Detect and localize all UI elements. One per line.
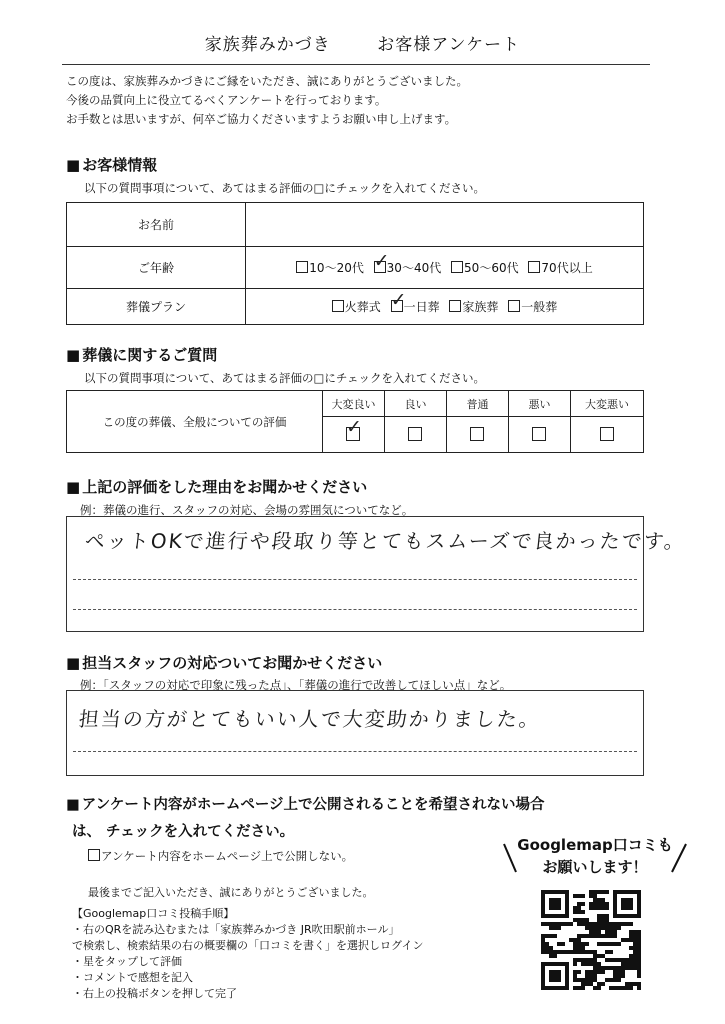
intro-line: お手数とは思いますが、何卒ご協力くださいますようお願い申し上げます。 (66, 112, 457, 126)
publish-optout-checkbox[interactable] (88, 849, 100, 861)
reason-answer-box[interactable] (66, 516, 688, 632)
plan-option[interactable]: 火葬式 (332, 298, 381, 315)
promo-line: お願いします！ (542, 858, 648, 876)
plan-option[interactable]: 一般葬 (508, 298, 557, 315)
age-option[interactable]: 70代以上 (528, 259, 592, 276)
publish-optout[interactable] (88, 848, 353, 864)
staff-answer-text: 担当の方がとてもいい人で大変助かりました。 (77, 707, 543, 731)
form-title (0, 30, 725, 55)
answer-line (73, 609, 637, 610)
age-checkbox[interactable] (528, 261, 540, 273)
rating-checkbox-checked[interactable] (346, 427, 360, 441)
reason-heading: ■ 上記の評価をした理由をお聞かせください (66, 476, 367, 497)
rating-checkbox[interactable] (600, 427, 614, 441)
age-options (246, 247, 644, 289)
plan-checkbox[interactable] (508, 300, 520, 312)
plan-checkbox[interactable] (449, 300, 461, 312)
rating-cell (571, 417, 644, 453)
age-option[interactable]: 50～60代 (451, 259, 519, 276)
age-checkbox[interactable] (296, 261, 308, 273)
customer-info-note: 以下の質問事項について、あてはまる評価の□にチェックを入れてください。 (84, 181, 486, 195)
publish-heading-cont: は、 チェックを入れてください。 (72, 824, 295, 840)
rating-checkbox[interactable] (470, 427, 484, 441)
age-option[interactable]: 10～20代 (296, 259, 364, 276)
age-option[interactable]: ✓ 30～40代 (374, 259, 442, 276)
plan-option[interactable]: 家族葬 (449, 298, 498, 315)
customer-info-heading: ■ お客様情報 (66, 154, 157, 175)
rating-header: 良い (385, 391, 447, 417)
name-field[interactable] (246, 203, 644, 247)
name-label: お名前 (67, 203, 246, 247)
review-step: ・右のQRを読み込むまたは「家族葬みかづき JR吹田駅前ホール」 (72, 923, 400, 936)
reason-answer-text: ペットOKで進行や段取り等とてもスムーズで良かったです。 (83, 529, 688, 553)
qr-code[interactable] (541, 890, 641, 990)
rating-checkbox[interactable] (532, 427, 546, 441)
thanks-text: 最後までご記入いただき、誠にありがとうございました。 (88, 886, 374, 899)
age-checkbox-checked[interactable] (374, 261, 386, 273)
staff-heading: ■ 担当スタッフの対応ついてお聞かせください (66, 652, 382, 673)
reason-example: 例：葬儀の進行、スタッフの対応、会場の雰囲気についてなど。 (80, 503, 414, 517)
review-step: ・星をタップして評価 (72, 955, 182, 968)
review-step: ・右上の投稿ボタンを押して完了 (72, 987, 237, 1000)
funeral-questions-note: 以下の質問事項について、あてはまる評価の□にチェックを入れてください。 (84, 371, 486, 385)
plan-options (246, 289, 644, 325)
plan-option[interactable]: ✓ 一日葬 (391, 298, 440, 315)
rating-header: 大変悪い (571, 391, 644, 417)
staff-example: 例：「スタッフの対応で印象に残った点」、「葬儀の進行で改善してほしい点」など。 (80, 678, 512, 692)
rating-header: 大変良い (323, 391, 385, 417)
rating-cell (509, 417, 571, 453)
staff-answer-box[interactable] (66, 690, 644, 776)
intro-text (66, 72, 468, 129)
review-step: ・コメントで感想を記入 (72, 971, 193, 984)
rating-cell (447, 417, 509, 453)
answer-line (73, 579, 637, 580)
rating-cell (323, 417, 385, 453)
googlemap-promo (500, 834, 690, 878)
intro-line: この度は、家族葬みかづきにご縁をいただき、誠にありがとうございました。 (66, 74, 469, 88)
title-divider (62, 64, 650, 65)
rating-table (66, 390, 644, 453)
plan-label: 葬儀プラン (67, 289, 246, 325)
plan-checkbox-checked[interactable] (391, 300, 403, 312)
age-checkbox[interactable] (451, 261, 463, 273)
rating-cell (385, 417, 447, 453)
publish-heading: ■ アンケート内容がホームページ上で公開されることを希望されない場合 (66, 793, 545, 814)
review-steps (72, 906, 423, 1002)
survey-title: お客様アンケート (377, 35, 521, 55)
rating-question: この度の葬儀、全般についての評価 (67, 391, 323, 453)
answer-line (73, 751, 637, 752)
company-name: 家族葬みかづき (204, 35, 331, 55)
rating-checkbox[interactable] (408, 427, 422, 441)
rating-header: 普通 (447, 391, 509, 417)
promo-line: Googlemap口コミも (517, 836, 673, 854)
review-step: で検索し、検索結果の右の概要欄の「口コミを書く」を選択しログイン (72, 939, 424, 952)
intro-line: 今後の品質向上に役立てるべくアンケートを行っております。 (66, 93, 387, 107)
rating-header: 悪い (509, 391, 571, 417)
review-steps-title: 【Googlemap口コミ投稿手順】 (72, 907, 235, 920)
age-label: ご年齢 (67, 247, 246, 289)
plan-checkbox[interactable] (332, 300, 344, 312)
funeral-questions-heading: ■ 葬儀に関するご質問 (66, 344, 217, 365)
publish-optout-label: アンケート内容をホームページ上で公開しない。 (101, 849, 354, 863)
customer-info-table (66, 202, 644, 325)
